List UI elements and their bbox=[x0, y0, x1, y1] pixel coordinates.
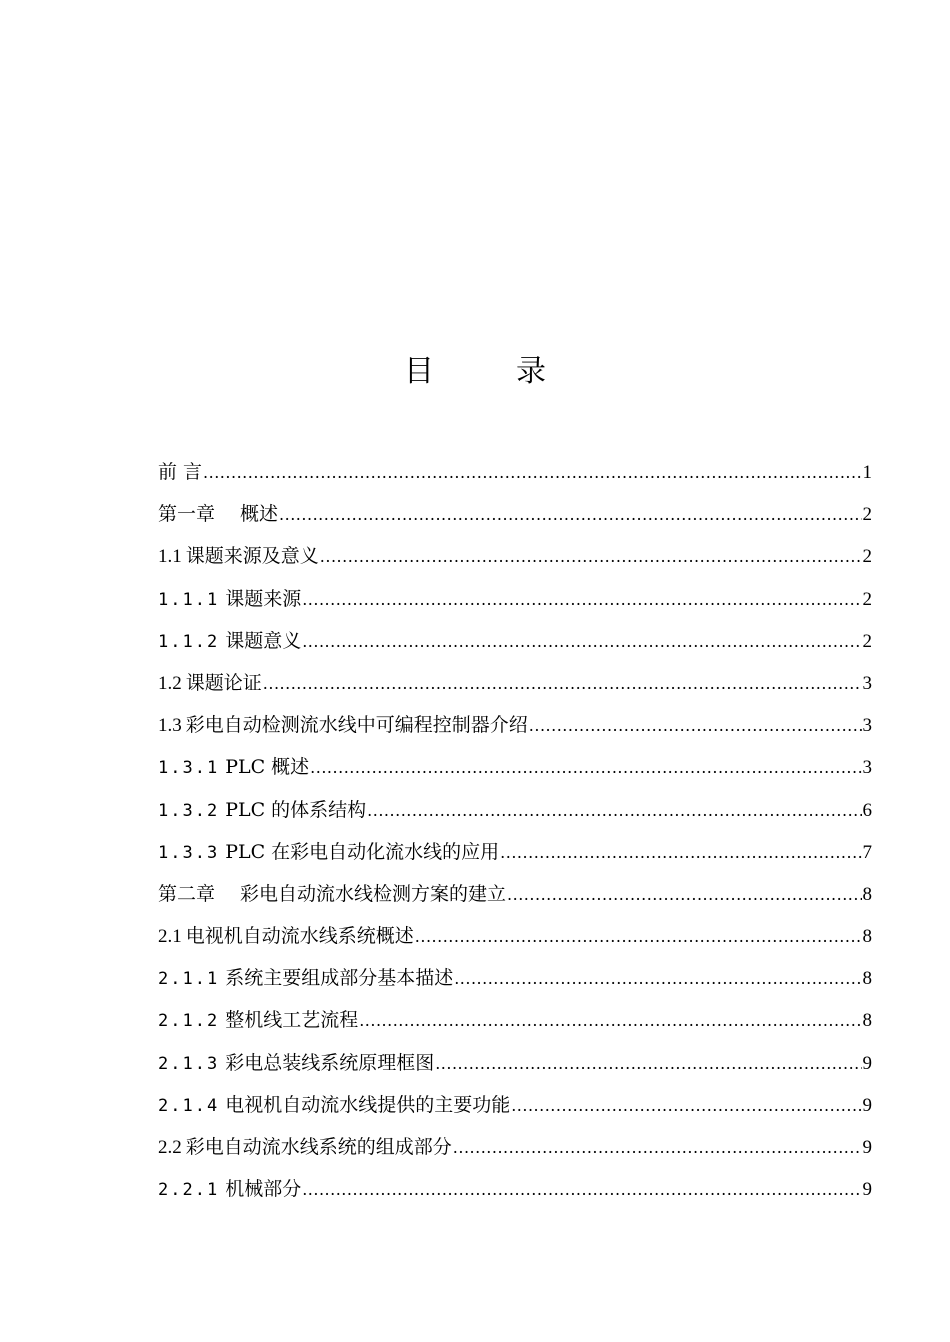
toc-entry-number: 1.2 bbox=[158, 672, 182, 694]
toc-entry-label: PLC 的体系结构 bbox=[225, 798, 367, 821]
toc-entry-page: 8 bbox=[862, 883, 872, 905]
toc-entry-number: 2.2.1 bbox=[158, 1180, 220, 1201]
toc-entry-preface[interactable] bbox=[158, 451, 872, 493]
toc-entry-number: 1.3.1 bbox=[158, 758, 220, 779]
toc-entry-2-1-2[interactable] bbox=[158, 999, 872, 1041]
toc-entry-label: 课题来源 bbox=[225, 587, 302, 610]
toc-leader-dots bbox=[500, 832, 861, 874]
toc-entry-label: 电视机自动流水线系统概述 bbox=[185, 925, 414, 948]
toc-leader-dots bbox=[279, 494, 861, 536]
toc-leader-dots bbox=[359, 1000, 861, 1042]
toc-entry-2-1-3[interactable] bbox=[158, 1042, 872, 1084]
toc-entry-page: 9 bbox=[862, 1052, 872, 1074]
toc-entry-label: 电视机自动流水线提供的主要功能 bbox=[225, 1093, 511, 1116]
toc-entry-number: 2.1 bbox=[158, 926, 182, 948]
toc-entry-page: 2 bbox=[862, 588, 872, 610]
toc-leader-dots bbox=[302, 579, 861, 621]
toc-entry-2-1-1[interactable] bbox=[158, 957, 872, 999]
toc-entry-label: 第二章 彩电自动流水线检测方案的建立 bbox=[158, 882, 507, 905]
toc-entry-2-2-1[interactable] bbox=[158, 1168, 872, 1210]
toc-leader-dots bbox=[302, 621, 861, 663]
toc-entry-1-3[interactable] bbox=[158, 704, 872, 746]
toc-entry-page: 2 bbox=[862, 630, 872, 652]
toc-entry-page: 1 bbox=[862, 462, 872, 483]
toc-entry-page: 6 bbox=[862, 799, 872, 821]
toc-leader-dots bbox=[302, 1169, 861, 1211]
toc-entry-number: 2.2 bbox=[158, 1137, 182, 1158]
toc-entry-page: 9 bbox=[862, 1179, 872, 1201]
toc-entry-number: 1.1 bbox=[158, 546, 182, 568]
toc-entry-number: 2.1.4 bbox=[158, 1095, 220, 1116]
toc-entry-page: 9 bbox=[862, 1094, 872, 1116]
table-of-contents bbox=[158, 451, 872, 1210]
toc-entry-label: 机械部分 bbox=[225, 1178, 302, 1201]
toc-leader-dots bbox=[453, 1127, 862, 1169]
toc-entry-page: 3 bbox=[862, 715, 872, 737]
toc-entry-label: 系统主要组成部分基本描述 bbox=[225, 967, 454, 990]
toc-entry-page: 7 bbox=[862, 841, 872, 863]
toc-entry-1-2[interactable] bbox=[158, 662, 872, 704]
toc-entry-chapter-2[interactable] bbox=[158, 873, 872, 915]
toc-entry-page: 3 bbox=[862, 672, 872, 694]
toc-leader-dots bbox=[507, 874, 861, 916]
toc-entry-label: PLC 概述 bbox=[225, 756, 310, 779]
toc-entry-page: 8 bbox=[862, 1010, 872, 1032]
toc-entry-label: 课题来源及意义 bbox=[185, 545, 319, 568]
toc-entry-1-3-1[interactable] bbox=[158, 746, 872, 788]
toc-entry-1-1[interactable] bbox=[158, 535, 872, 577]
toc-entry-page: 2 bbox=[862, 546, 872, 568]
toc-leader-dots bbox=[320, 536, 862, 578]
toc-entry-1-3-2[interactable] bbox=[158, 789, 872, 831]
toc-entry-label: 彩电自动检测流水线中可编程控制器介绍 bbox=[185, 714, 528, 737]
toc-entry-number: 1.3.2 bbox=[158, 800, 220, 821]
toc-entry-chapter-1[interactable] bbox=[158, 493, 872, 535]
toc-entry-label: 课题论证 bbox=[185, 671, 262, 694]
toc-leader-dots bbox=[435, 1043, 861, 1085]
toc-entry-label: 整机线工艺流程 bbox=[225, 1009, 359, 1032]
toc-entry-number: 1.3 bbox=[158, 715, 182, 737]
toc-leader-dots bbox=[367, 790, 861, 832]
toc-entry-number: 1.1.1 bbox=[158, 589, 220, 610]
toc-entry-1-1-1[interactable] bbox=[158, 578, 872, 620]
toc-entry-2-2[interactable] bbox=[158, 1126, 872, 1168]
toc-leader-dots bbox=[511, 1085, 861, 1127]
toc-leader-dots bbox=[203, 452, 861, 494]
toc-leader-dots bbox=[529, 705, 862, 747]
toc-entry-1-1-2[interactable] bbox=[158, 620, 872, 662]
toc-entry-page: 3 bbox=[862, 757, 872, 779]
toc-entry-page: 2 bbox=[862, 504, 872, 526]
toc-entry-number: 2.1.3 bbox=[158, 1053, 220, 1074]
toc-entry-label: 彩电总装线系统原理框图 bbox=[225, 1051, 435, 1074]
toc-leader-dots bbox=[310, 747, 861, 789]
toc-entry-1-3-3[interactable] bbox=[158, 831, 872, 873]
page-title: 目 录 bbox=[404, 354, 572, 389]
toc-entry-label: 第一章 概述 bbox=[158, 503, 279, 526]
toc-entry-page: 8 bbox=[862, 968, 872, 990]
toc-entry-number: 2.1.1 bbox=[158, 969, 220, 990]
toc-entry-page: 8 bbox=[862, 926, 872, 948]
toc-entry-label: 前 言 bbox=[158, 461, 203, 483]
toc-entry-number: 1.1.2 bbox=[158, 631, 220, 652]
toc-leader-dots bbox=[263, 663, 862, 705]
toc-entry-label: 彩电自动流水线系统的组成部分 bbox=[185, 1136, 452, 1158]
toc-leader-dots bbox=[415, 916, 862, 958]
toc-entry-page: 9 bbox=[862, 1137, 872, 1158]
toc-entry-label: PLC 在彩电自动化流水线的应用 bbox=[225, 840, 500, 863]
toc-entry-number: 2.1.2 bbox=[158, 1011, 220, 1032]
toc-entry-number: 1.3.3 bbox=[158, 842, 220, 863]
toc-entry-label: 课题意义 bbox=[225, 629, 302, 652]
toc-leader-dots bbox=[454, 958, 861, 1000]
toc-entry-2-1[interactable] bbox=[158, 915, 872, 957]
toc-entry-2-1-4[interactable] bbox=[158, 1084, 872, 1126]
